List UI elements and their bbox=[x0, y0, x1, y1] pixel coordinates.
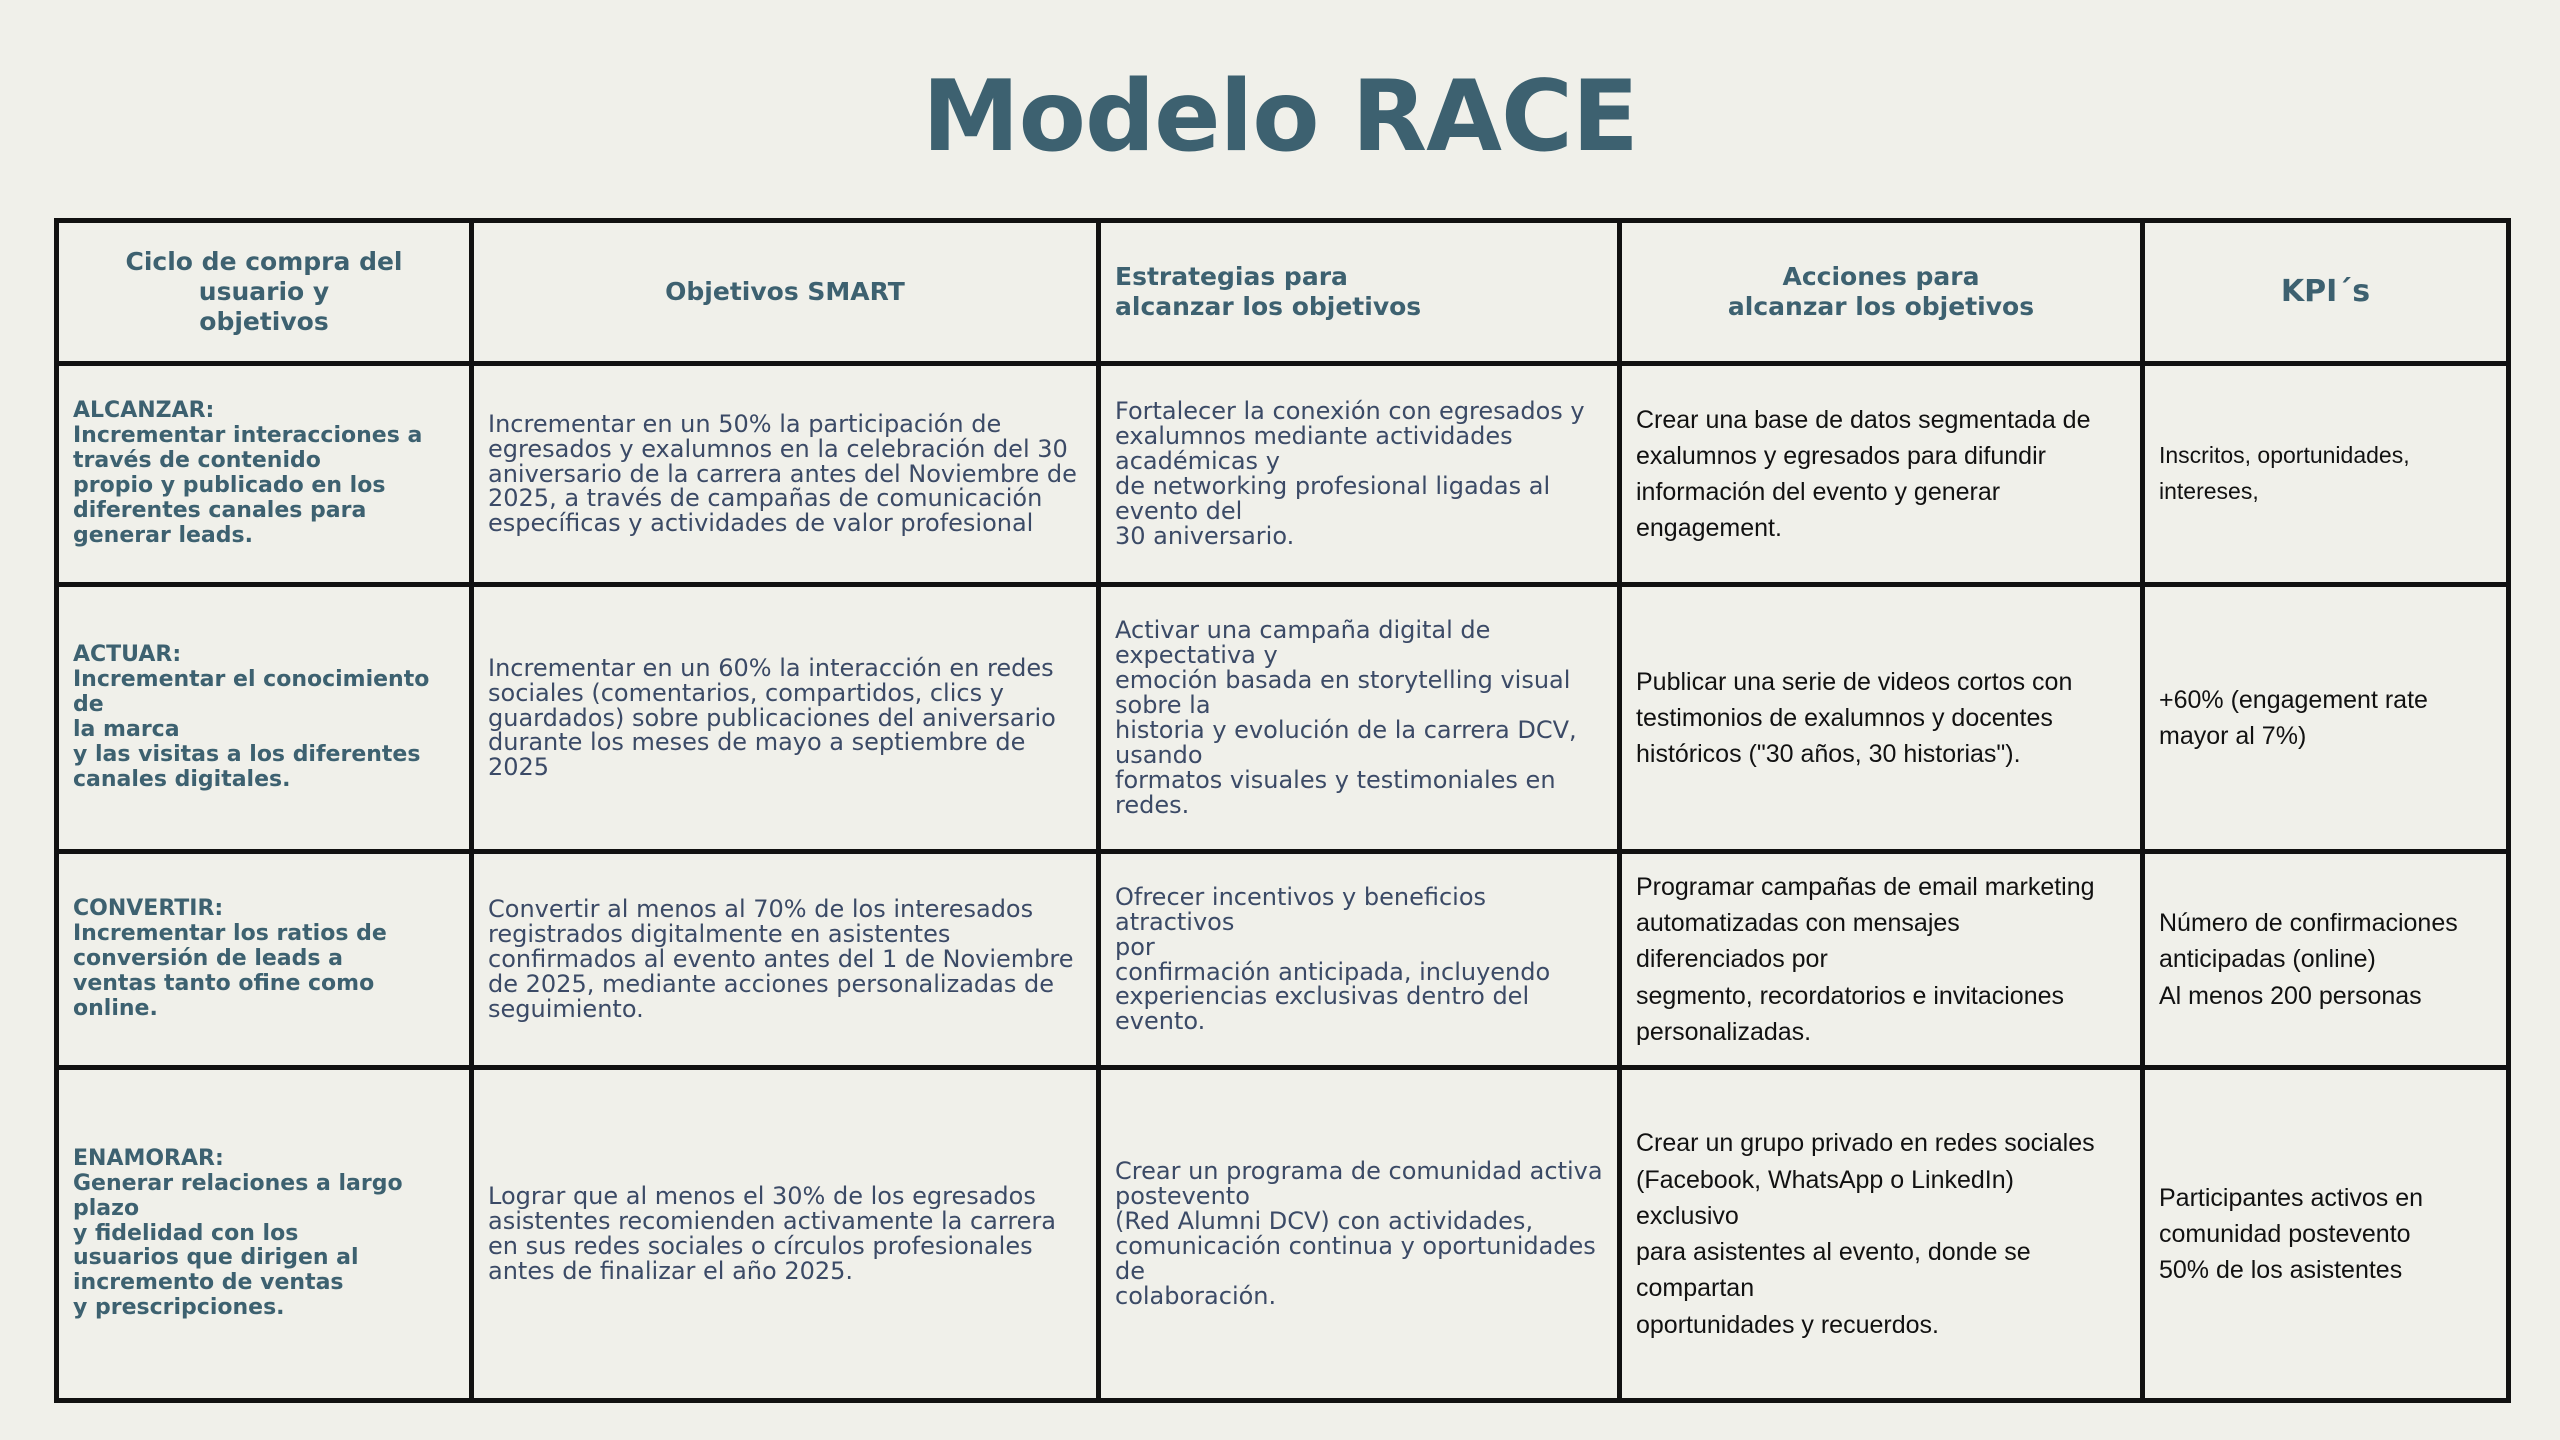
page-title: Modelo RACE bbox=[922, 60, 1638, 174]
table-row-convertir bbox=[57, 852, 2509, 1068]
kpi-cell: +60% (engagement rate mayor al 7%) bbox=[2143, 585, 2509, 852]
smart-cell: Incrementar en un 50% la participación de egresados y exalumnos en la celebración del 30 aniversario de la carrera antes del Noviembre de 2025, a través de campañas de comunicación específicas y actividades de valor profesional bbox=[472, 364, 1099, 585]
strategy-cell: Ofrecer incentivos y beneficios atractivos por confirmación anticipada, incluyendo experiencias exclusivas dentro del evento. bbox=[1099, 852, 1620, 1068]
stage-cell: CONVERTIR: Incrementar los ratios de conversión de leads a ventas tanto ofine como online. bbox=[57, 852, 472, 1068]
table-row-actuar bbox=[57, 585, 2509, 852]
stage-cell: ACTUAR: Incrementar el conocimiento de la marca y las visitas a los diferentes canales digitales. bbox=[57, 585, 472, 852]
action-cell: Crear una base de datos segmentada de exalumnos y egresados para difundir información del evento y generar engagement. bbox=[1620, 364, 2143, 585]
strategy-cell: Activar una campaña digital de expectativa y emoción basada en storytelling visual sobre la historia y evolución de la carrera DCV, usando formatos visuales y testimoniales en redes. bbox=[1099, 585, 1620, 852]
race-model-table bbox=[54, 218, 2511, 1403]
kpi-cell: Inscritos, oportunidades, intereses, bbox=[2143, 364, 2509, 585]
strategy-cell: Fortalecer la conexión con egresados y exalumnos mediante actividades académicas y de networking profesional ligadas al evento del 30 aniversario. bbox=[1099, 364, 1620, 585]
smart-cell: Incrementar en un 60% la interacción en redes sociales (comentarios, compartidos, clics y guardados) sobre publicaciones del aniversario durante los meses de mayo a septiembre de 2025 bbox=[472, 585, 1099, 852]
header-kpis: KPI´s bbox=[2143, 221, 2509, 364]
header-estrategias: Estrategias para alcanzar los objetivos bbox=[1099, 221, 1620, 364]
stage-cell: ALCANZAR: Incrementar interacciones a través de contenido propio y publicado en los diferentes canales para generar leads. bbox=[57, 364, 472, 585]
table-row-enamorar bbox=[57, 1068, 2509, 1401]
table-header-row bbox=[57, 221, 2509, 364]
header-smart: Objetivos SMART bbox=[472, 221, 1099, 364]
smart-cell: Convertir al menos al 70% de los interesados registrados digitalmente en asistentes confirmados al evento antes del 1 de Noviembre de 2025, mediante acciones personalizadas de seguimiento. bbox=[472, 852, 1099, 1068]
kpi-cell: Número de confirmaciones anticipadas (online) Al menos 200 personas bbox=[2143, 852, 2509, 1068]
action-cell: Publicar una serie de videos cortos con testimonios de exalumnos y docentes históricos ("30 años, 30 historias"). bbox=[1620, 585, 2143, 852]
kpi-cell: Participantes activos en comunidad postevento 50% de los asistentes bbox=[2143, 1068, 2509, 1401]
action-cell: Crear un grupo privado en redes sociales (Facebook, WhatsApp o LinkedIn) exclusivo para asistentes al evento, donde se compartan oportunidades y recuerdos. bbox=[1620, 1068, 2143, 1401]
table-row-alcanzar bbox=[57, 364, 2509, 585]
header-ciclo: Ciclo de compra del usuario y objetivos bbox=[57, 221, 472, 364]
header-acciones: Acciones para alcanzar los objetivos bbox=[1620, 221, 2143, 364]
smart-cell: Lograr que al menos el 30% de los egresados asistentes recomienden activamente la carrera en sus redes sociales o círculos profesionales antes de finalizar el año 2025. bbox=[472, 1068, 1099, 1401]
strategy-cell: Crear un programa de comunidad activa postevento (Red Alumni DCV) con actividades, comunicación continua y oportunidades de colaboración. bbox=[1099, 1068, 1620, 1401]
stage-cell: ENAMORAR: Generar relaciones a largo plazo y fidelidad con los usuarios que dirigen al incremento de ventas y prescripciones. bbox=[57, 1068, 472, 1401]
action-cell: Programar campañas de email marketing automatizadas con mensajes diferenciados por segmento, recordatorios e invitaciones personalizadas. bbox=[1620, 852, 2143, 1068]
